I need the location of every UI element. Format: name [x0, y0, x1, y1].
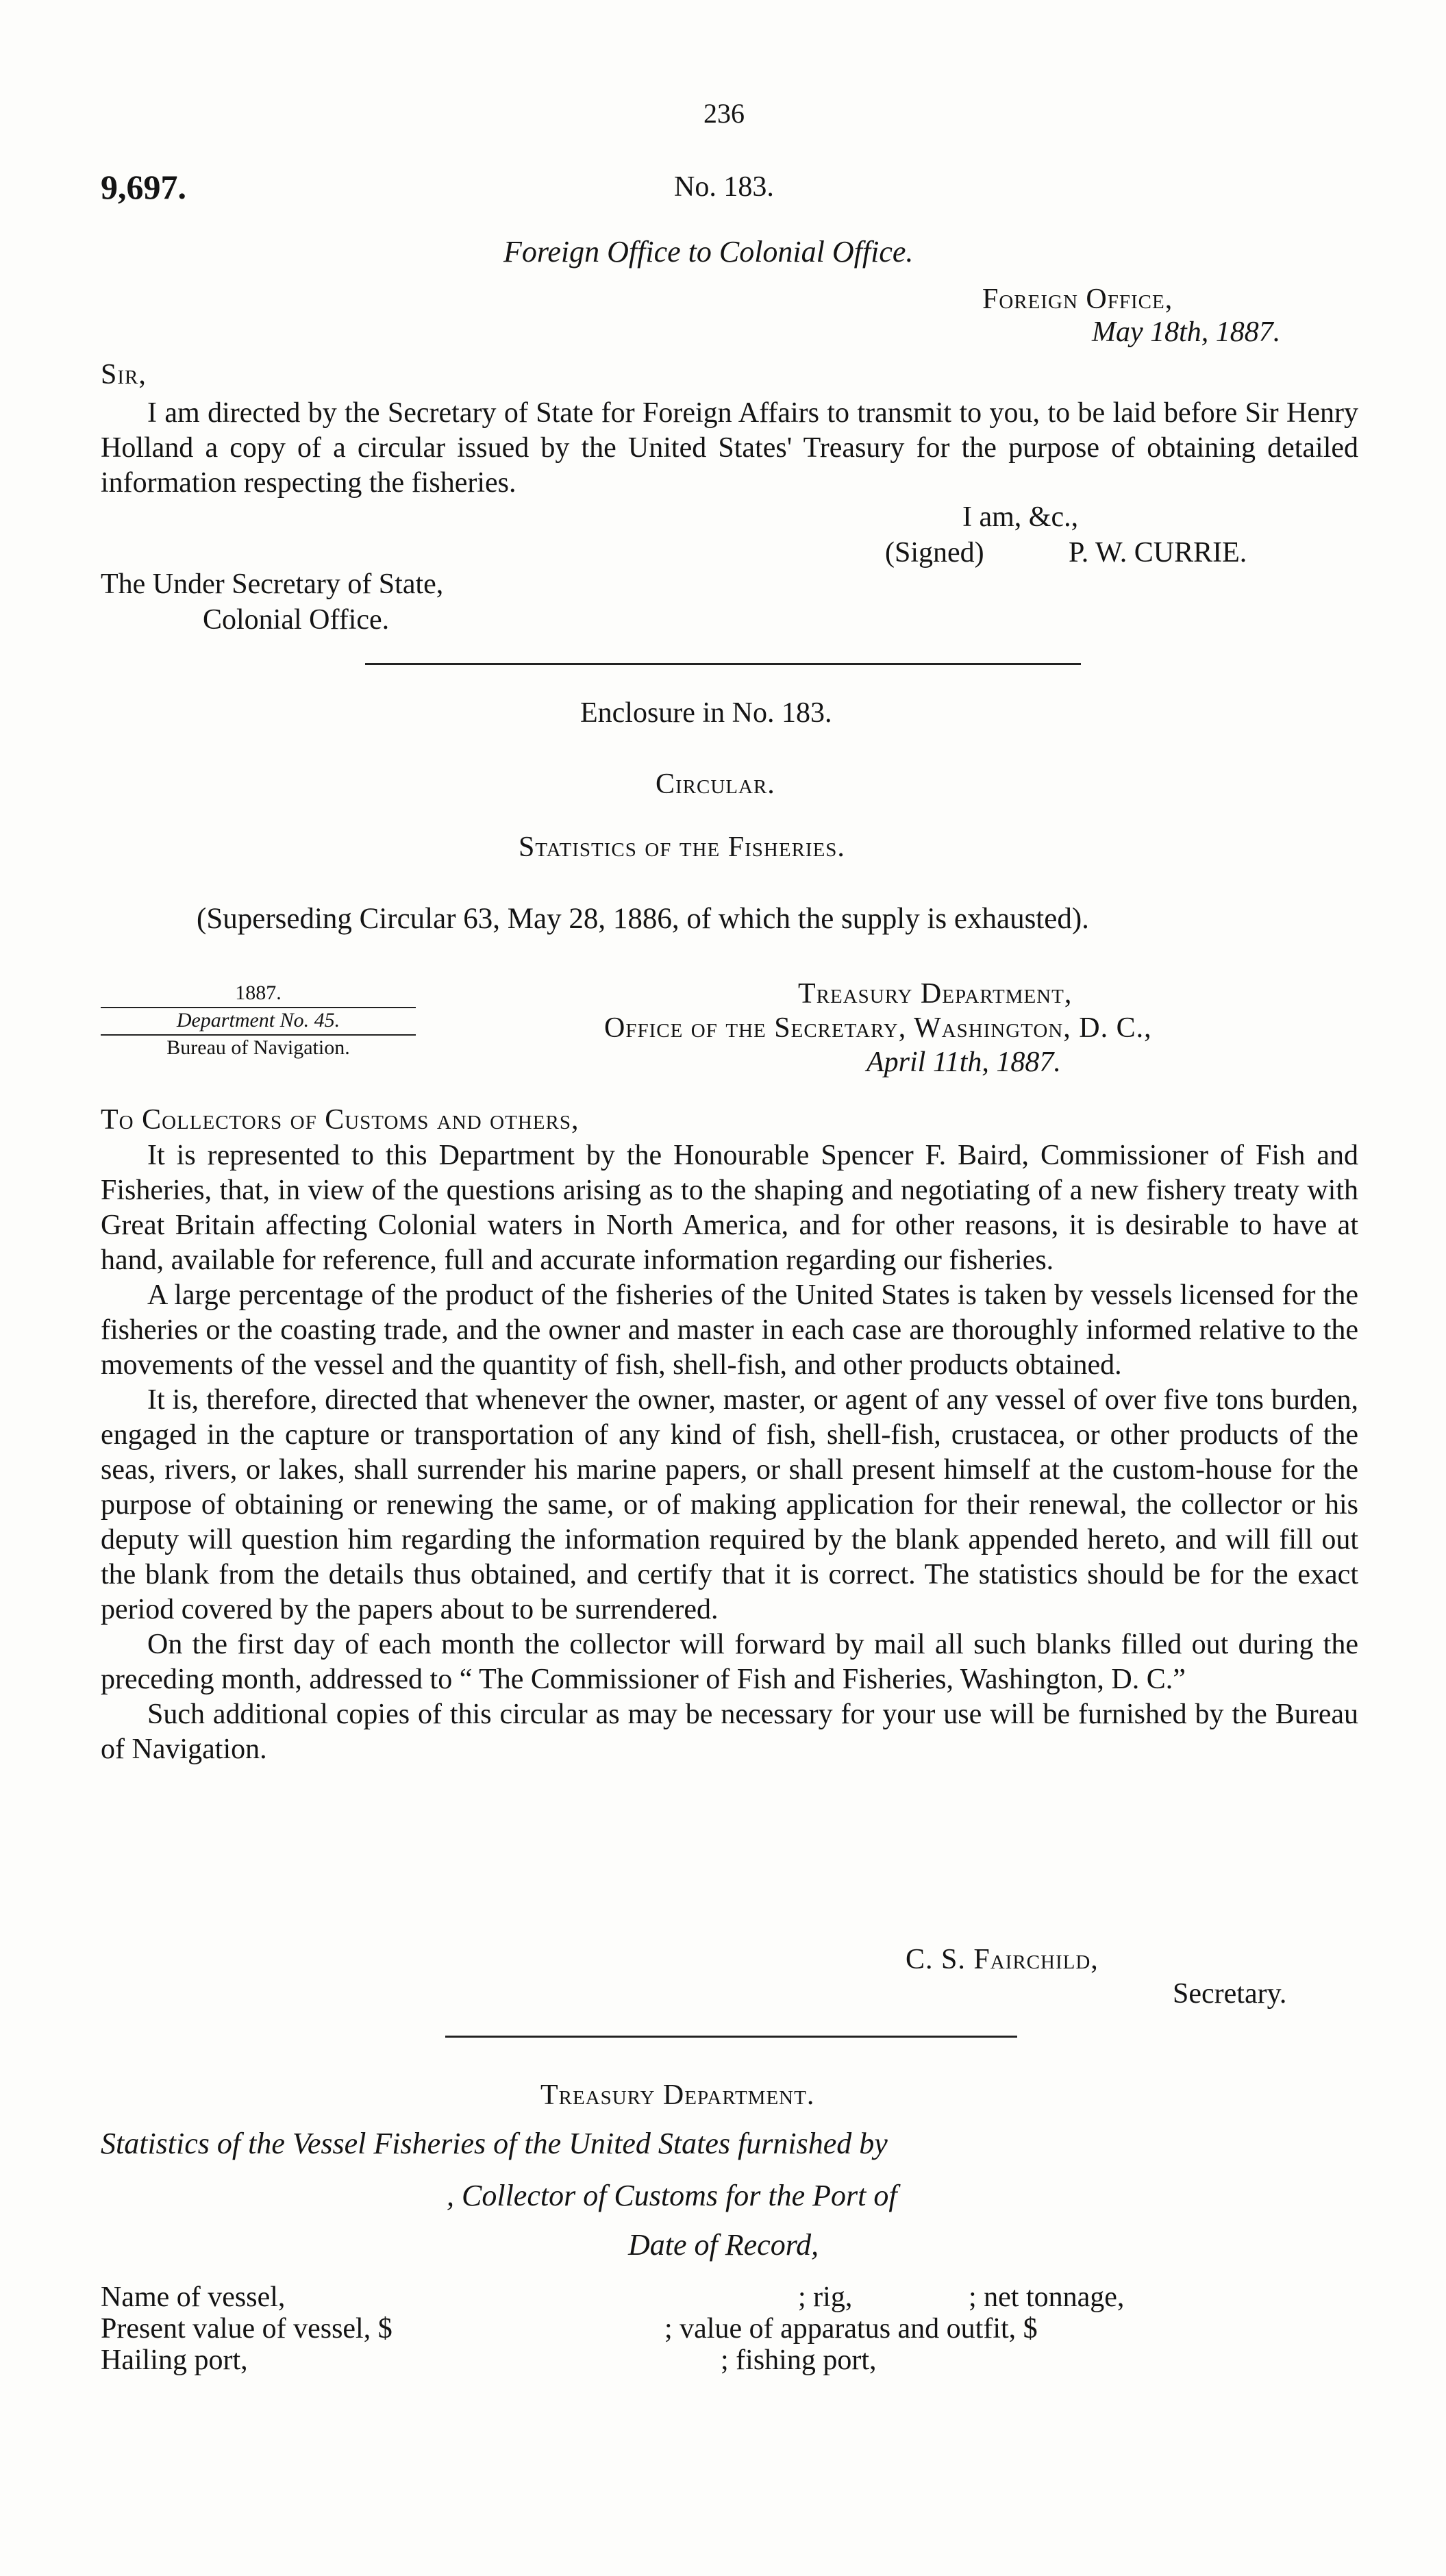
- circular-note: (Superseding Circular 63, May 28, 1886, of which the supply is exhausted).: [197, 903, 1089, 935]
- form-fishing-port: ; fishing port,: [721, 2344, 877, 2376]
- letter-body-text: I am directed by the Secretary of State for Foreign Affairs to transmit to you, to be laid before Sir Henry Holland a copy of a circular issued by the United States' Treasury for the purpose of obtaining detailed information respecting the fisheries.: [101, 397, 1358, 499]
- page-number: 236: [703, 98, 745, 129]
- signed-label: (Signed): [885, 537, 984, 568]
- form-apparatus-value: ; value of apparatus and outfit, $: [664, 2313, 1038, 2344]
- form-title-line-2: , Collector of Customs for the Port of: [447, 2179, 897, 2212]
- letter-closing: I am, &c.,: [962, 501, 1079, 533]
- circular-subject: Statistics of the Fisheries.: [519, 831, 845, 863]
- form-title-line-1: Statistics of the Vessel Fisheries of the United States furnished by: [101, 2127, 888, 2160]
- document-number: 9,697.: [101, 168, 186, 206]
- circular-signer-title: Secretary.: [1173, 1978, 1287, 2010]
- letter-signer: P. W. CURRIE.: [1069, 537, 1247, 568]
- form-present-value: Present value of vessel, $: [101, 2313, 392, 2344]
- addressee-line-1: The Under Secretary of State,: [101, 568, 444, 600]
- circular-body: [101, 1138, 1358, 1767]
- addressee-line-2: Colonial Office.: [203, 604, 390, 636]
- circular-signer: C. S. Fairchild,: [906, 1944, 1099, 1975]
- form-heading: Treasury Department.: [540, 2079, 815, 2111]
- issuer-date: April 11th, 1887.: [867, 1047, 1061, 1078]
- department-bureau: Bureau of Navigation.: [166, 1036, 350, 1059]
- form-net-tonnage: ; net tonnage,: [969, 2281, 1125, 2313]
- circular-address: To Collectors of Customs and others,: [101, 1104, 579, 1136]
- salutation: Sir,: [101, 359, 147, 390]
- department-reference: [101, 981, 416, 1062]
- letter-body: [101, 396, 1358, 501]
- circular-paragraph: Such additional copies of this circular as may be necessary for your use will be furnished by the Bureau of Navigation.: [101, 1699, 1358, 1765]
- letter-number: No. 183.: [674, 171, 774, 203]
- form-title-line-3: Date of Record,: [628, 2228, 819, 2262]
- letter-heading: Foreign Office to Colonial Office.: [503, 235, 914, 268]
- circular-heading: Circular.: [656, 768, 775, 800]
- enclosure-heading: Enclosure in No. 183.: [580, 697, 832, 729]
- form-hailing-port: Hailing port,: [101, 2344, 248, 2376]
- circular-paragraph: A large percentage of the product of the fisheries of the United States is taken by vessels licensed for the fisheries or the coasting trade, and the owner and master in each case are thoroughly informed relative to the movements of the vessel and the quantity of fish, shell-fish, and other products obtained.: [101, 1279, 1358, 1381]
- issuer-office: Office of the Secretary, Washington, D. C.,: [604, 1012, 1152, 1044]
- circular-paragraph: It is represented to this Department by the Honourable Spencer F. Baird, Commissioner of Fish and Fisheries, that, in view of the questions arising as to the shaping and negotiating of a new fishery treaty with Great Britain affecting Colonial waters in North America, and for other reasons, it is desirable to have at hand, available for reference, full and accurate information regarding our fisheries.: [101, 1140, 1358, 1276]
- form-rig: ; rig,: [798, 2281, 853, 2313]
- letter-office: Foreign Office,: [982, 284, 1173, 315]
- department-year: 1887.: [101, 981, 416, 1008]
- form-name-of-vessel: Name of vessel,: [101, 2281, 286, 2313]
- divider-rule: [445, 2036, 1017, 2038]
- divider-rule: [365, 663, 1081, 665]
- issuer: Treasury Department,: [798, 978, 1073, 1010]
- circular-paragraph: On the first day of each month the collector will forward by mail all such blanks filled out during the preceding month, addressed to “ The Commissioner of Fish and Fisheries, Washington, D. C.”: [101, 1629, 1358, 1695]
- department-number: Department No. 45.: [101, 1008, 416, 1036]
- circular-paragraph: It is, therefore, directed that whenever the owner, master, or agent of any vessel of over five tons burden, engaged in the capture or transportation of any kind of fish, shell-fish, crustacea, or other products of the seas, rivers, or lakes, shall surrender his marine papers, or shall present himself at the custom-house for the purpose of obtaining or renewing the same, or of making application for their renewal, the collector or his deputy will question him regarding the information required by the blank appended hereto, and will fill out the blank from the details thus obtained, and certify that it is correct. The statistics should be for the exact period covered by the papers about to be surrendered.: [101, 1384, 1358, 1625]
- letter-date: May 18th, 1887.: [1092, 316, 1281, 348]
